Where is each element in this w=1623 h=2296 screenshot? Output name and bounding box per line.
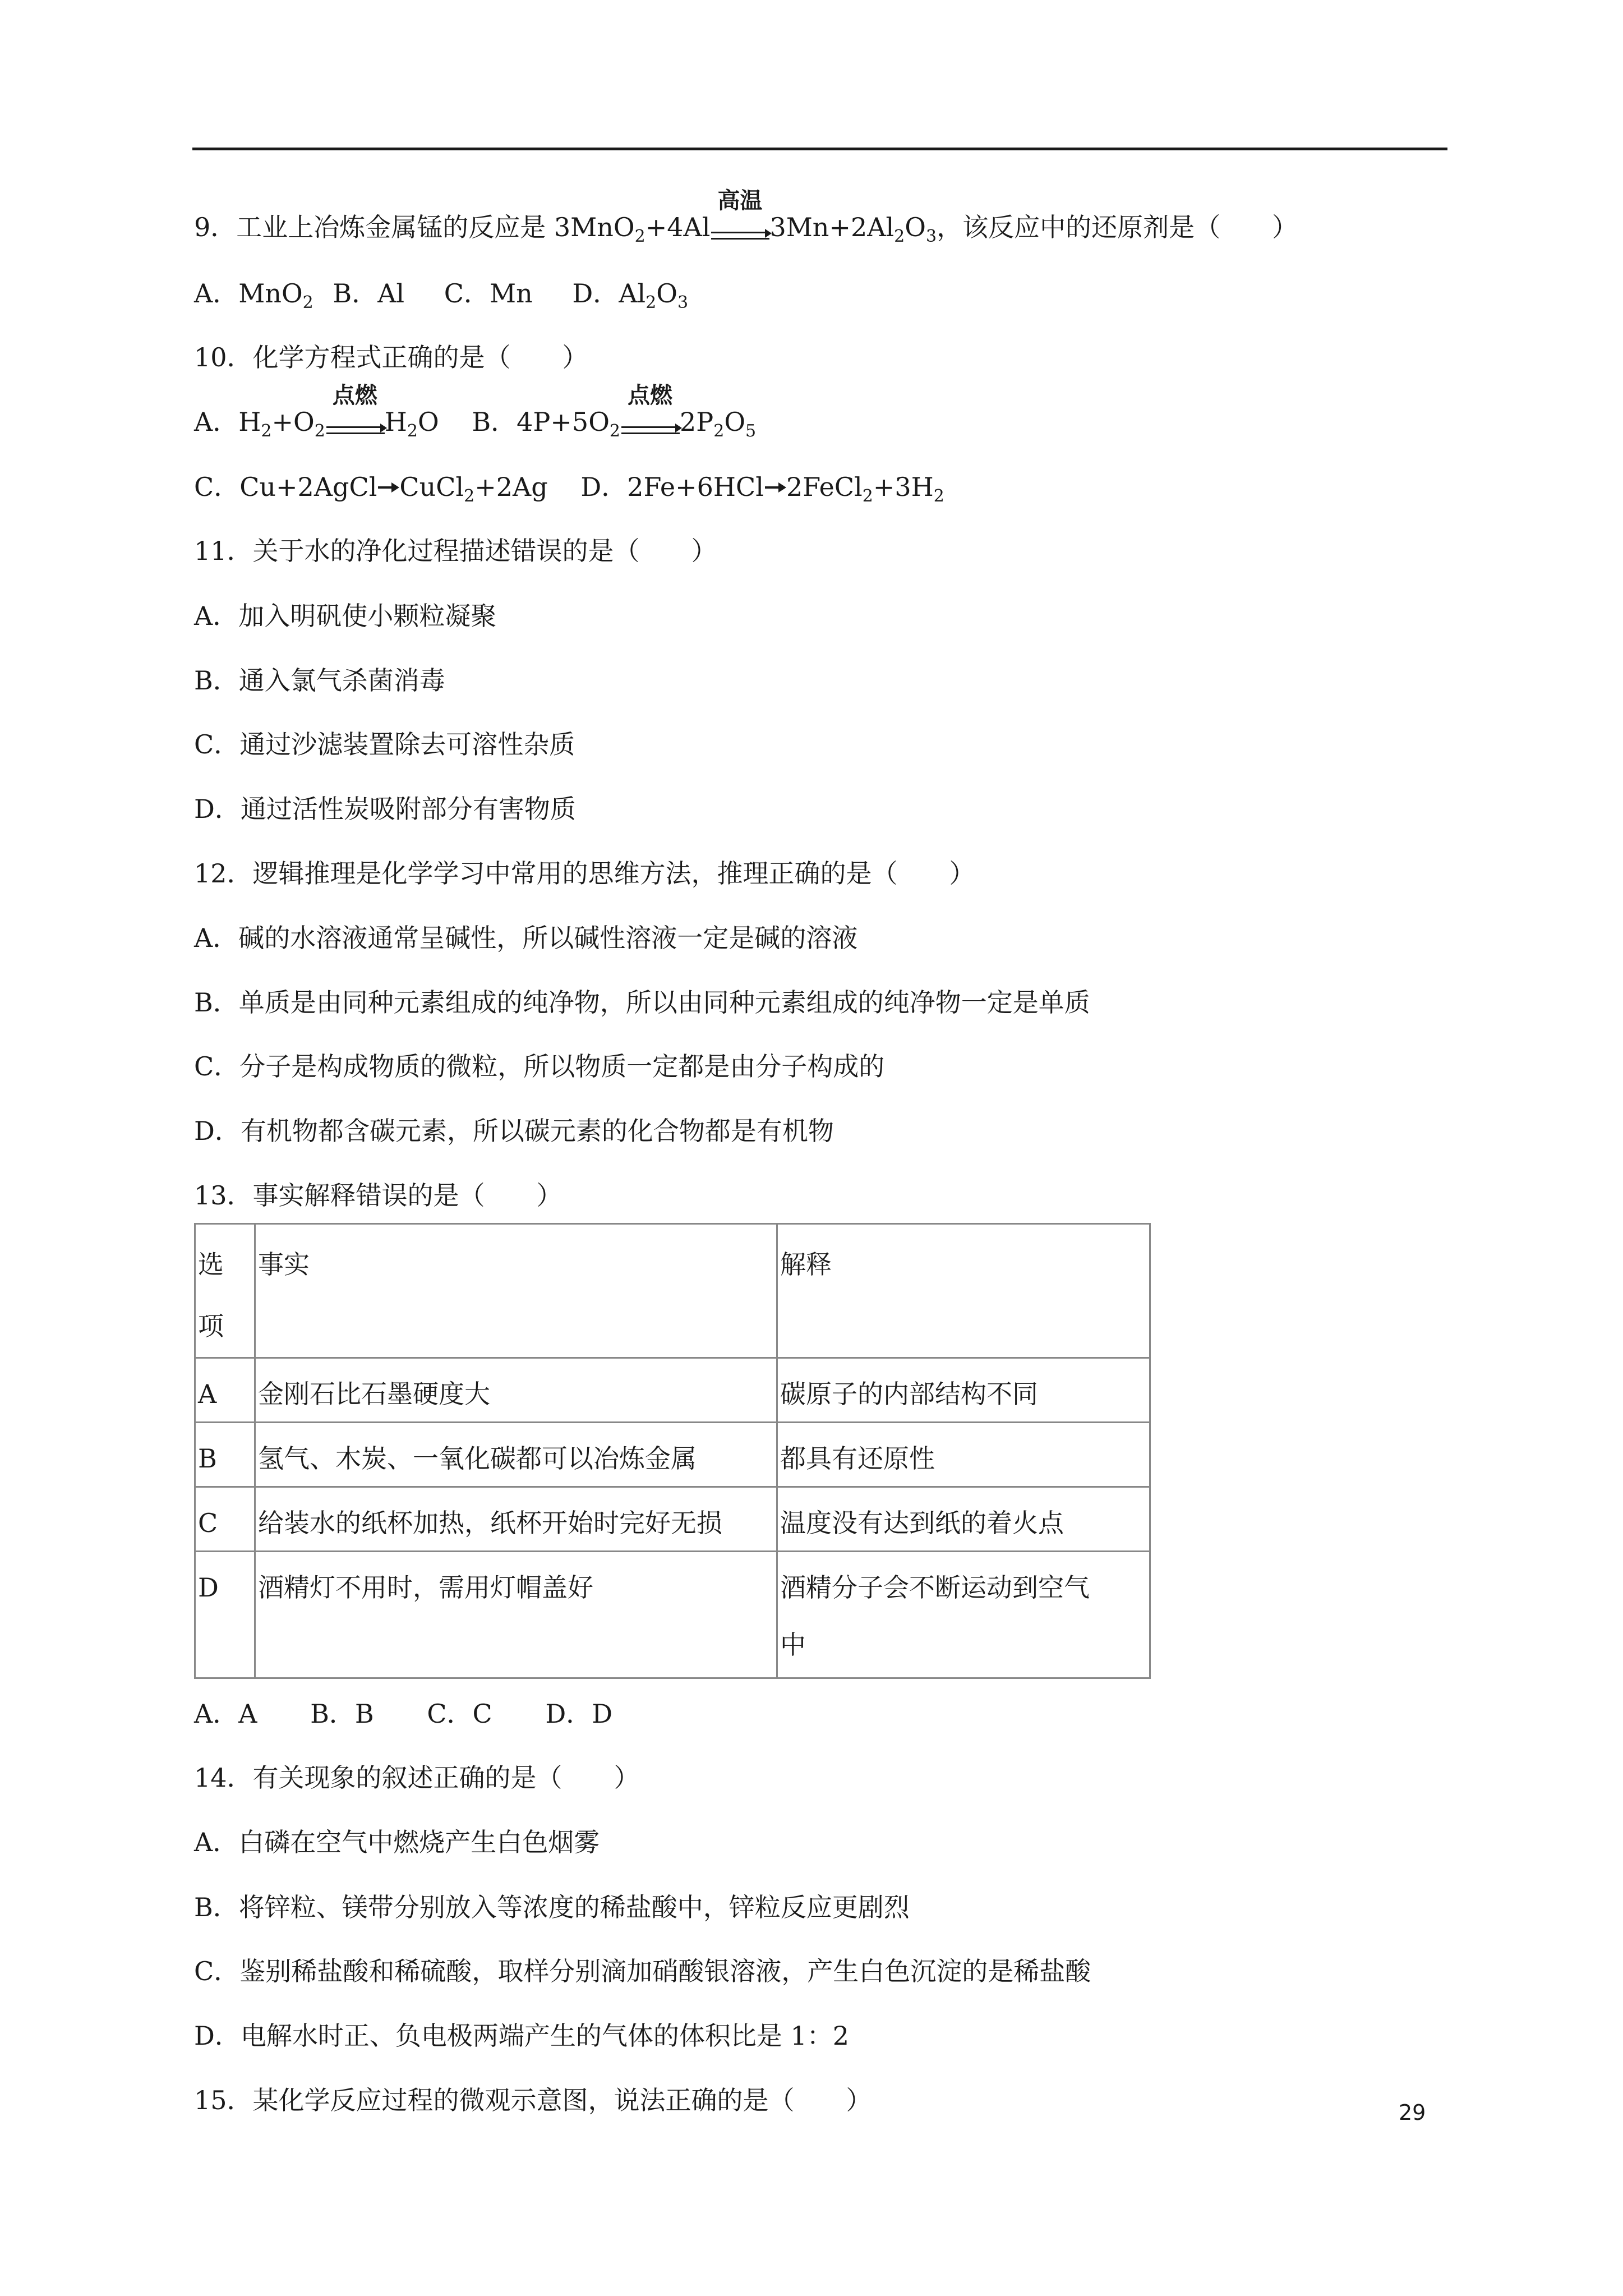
question-9-options (194, 277, 688, 310)
row-fact: 金刚石比石墨硬度大 (255, 1358, 777, 1423)
row-key: C (195, 1487, 255, 1552)
question-15-stem: 15．某化学反应过程的微观示意图，说法正确的是（ ） (194, 2085, 872, 2115)
row-fact: 给装水的纸杯加热，纸杯开始时完好无损 (255, 1487, 777, 1552)
question-10-stem: 10．化学方程式正确的是（ ） (194, 342, 588, 372)
option-c[interactable]: C．通过沙滤装置除去可溶性杂质 (194, 729, 575, 760)
option-a[interactable]: A．加入明矾使小颗粒凝聚 (194, 601, 497, 631)
option-a[interactable]: A．A (194, 1699, 257, 1729)
row-fact: 酒精灯不用时，需用灯帽盖好 (255, 1552, 777, 1678)
option-a[interactable]: A．白磷在空气中燃烧产生白色烟雾 (194, 1827, 600, 1857)
row-explanation: 碳原子的内部结构不同 (777, 1358, 1150, 1423)
table-row (195, 1423, 1150, 1487)
reaction-arrow-icon (764, 470, 786, 504)
row-key: A (195, 1358, 255, 1423)
question-11-stem: 11．关于水的净化过程描述错误的是（ ） (194, 536, 717, 566)
reaction-condition-arrow: 高温 (710, 210, 769, 244)
question-13-options (194, 1697, 612, 1731)
option-c[interactable]: C．分子是构成物质的微粒，所以物质一定都是由分子构成的 (194, 1051, 885, 1082)
option-b[interactable]: B．通入氯气杀菌消毒 (194, 665, 445, 696)
question-13-stem: 13．事实解释错误的是（ ） (194, 1180, 562, 1211)
header-option: 选 项 (195, 1224, 255, 1358)
fact-explanation-table (194, 1223, 1151, 1679)
header-rule (192, 148, 1447, 150)
option-c[interactable]: C．鉴别稀盐酸和稀硫酸，取样分别滴加硝酸银溶液，产生白色沉淀的是稀盐酸 (194, 1956, 1091, 1986)
option-b[interactable]: B．将锌粒、镁带分别放入等浓度的稀盐酸中，锌粒反应更剧烈 (194, 1892, 910, 1922)
option-d[interactable]: D．电解水时正、负电极两端产生的气体的体积比是 1：2 (194, 2021, 850, 2051)
table-header-row (195, 1224, 1150, 1358)
option-a[interactable]: A．MnO$_2$ (194, 278, 313, 312)
option-b[interactable]: B．$4P+5O_2$ 点燃 $2P_2O_5$ (472, 382, 757, 441)
option-d[interactable]: D．$Al_2O_3$ (572, 278, 689, 312)
question-10-options-cd (194, 470, 944, 504)
question-10-options-ab (194, 382, 757, 441)
option-d[interactable]: D．D (545, 1699, 613, 1729)
row-explanation: 酒精分子会不断运动到空气 中 (777, 1552, 1150, 1678)
row-key: D (195, 1552, 255, 1678)
row-key: B (195, 1423, 255, 1487)
question-9-stem: 9．工业上冶炼金属锰的反应是 3MnO$_2$+4Al 高温 $3Mn+2Al_2O_3$，该反应中的还原剂是（ ） (194, 187, 1298, 246)
reaction-arrow-icon (377, 470, 399, 504)
option-b[interactable]: B．Al (333, 278, 405, 309)
header-fact: 事实 (255, 1224, 777, 1358)
table-row (195, 1552, 1150, 1678)
option-a[interactable]: A．$H_2+O_2$ 点燃 $H_2O$ (194, 382, 439, 441)
row-fact: 氢气、木炭、一氧化碳都可以冶炼金属 (255, 1423, 777, 1487)
header-explanation: 解释 (777, 1224, 1150, 1358)
option-d[interactable]: D．有机物都含碳元素，所以碳元素的化合物都是有机物 (194, 1116, 834, 1146)
option-a[interactable]: A．碱的水溶液通常呈碱性，所以碱性溶液一定是碱的溶液 (194, 923, 858, 953)
option-b[interactable]: B．单质是由同种元素组成的纯净物，所以由同种元素组成的纯净物一定是单质 (194, 987, 1090, 1018)
row-explanation: 都具有还原性 (777, 1423, 1150, 1487)
option-c[interactable]: C．Cu+2AgCl CuCl$_2$+2Ag (194, 470, 548, 504)
option-d[interactable]: D．通过活性炭吸附部分有害物质 (194, 794, 576, 824)
option-c[interactable]: C．C (427, 1699, 492, 1729)
table-row (195, 1487, 1150, 1552)
question-14-stem: 14．有关现象的叙述正确的是（ ） (194, 1763, 640, 1793)
question-12-stem: 12．逻辑推理是化学学习中常用的思维方法，推理正确的是（ ） (194, 858, 975, 889)
table-row (195, 1358, 1150, 1423)
page-number: 29 (1399, 2100, 1426, 2125)
option-b[interactable]: B．B (310, 1699, 374, 1729)
reaction-condition-arrow: 点燃 (325, 405, 385, 439)
option-d[interactable]: D．2Fe+6HCl $2FeCl_2+3H_2$ (580, 470, 944, 504)
reaction-condition-arrow: 点燃 (620, 405, 680, 439)
row-explanation: 温度没有达到纸的着火点 (777, 1487, 1150, 1552)
option-c[interactable]: C．Mn (444, 278, 533, 309)
